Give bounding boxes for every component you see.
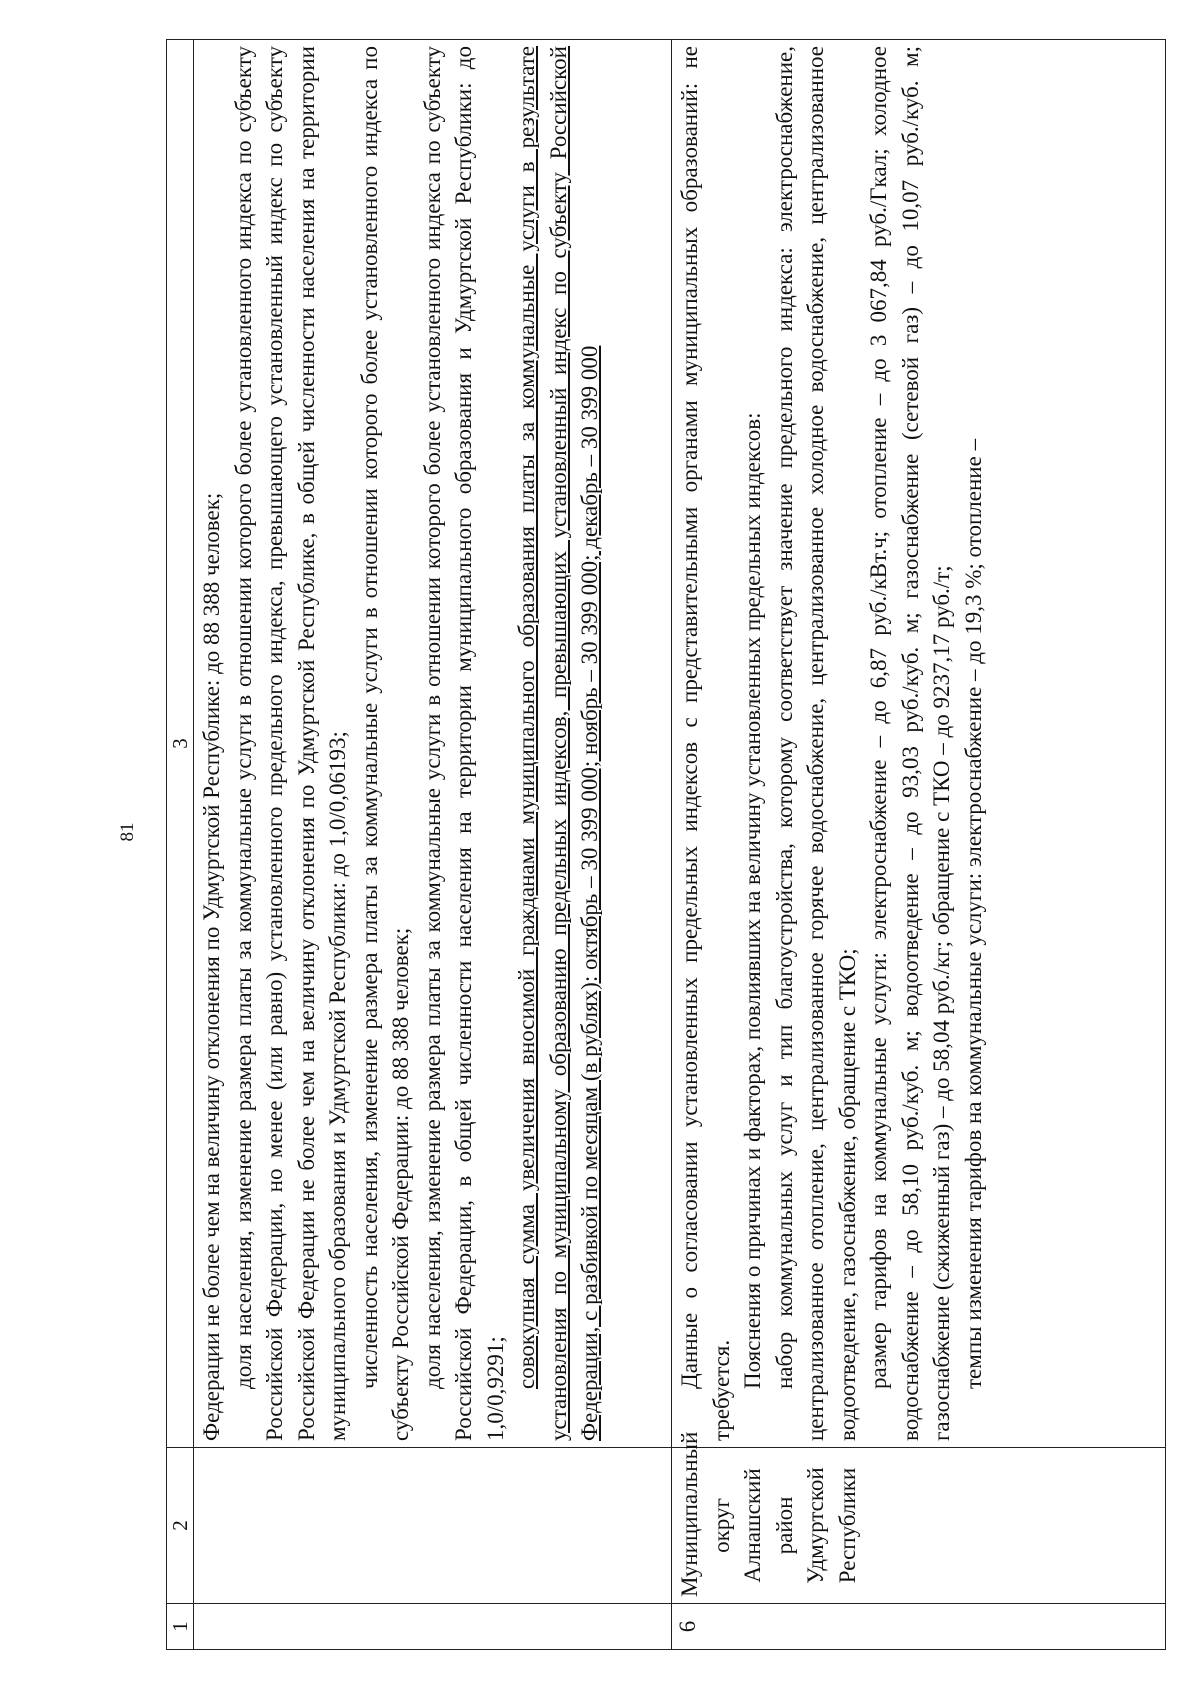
paragraph: Федерации не более чем на величину отклонения по Удмуртской Республике: до 88 388 человек; <box>199 492 224 1441</box>
paragraph: Пояснения о причинах и факторах, повлиявших на величину установленных предельных индексов: <box>740 412 765 1389</box>
row-number: 6 <box>672 1604 1166 1650</box>
paragraph: совокупная сумма увеличения вносимой гражданами муниципального образования платы за коммунальные услуги в результате установления по муниципальному образованию предельных индексов, превышающих установленный индекс по субъекту Российской Федерации, с разбивкой по месяцам (в рублях): октябрь – 30 399 000; ноябрь – 30 399 000; декабрь – 30 399 000 <box>514 46 602 1441</box>
cell-row6-text <box>672 40 1166 1448</box>
table-row-continuation <box>194 40 672 1650</box>
rotated-table-container <box>166 40 1166 1650</box>
paragraph: Данные о согласовании установленных предельных индексов с представительными органами муниципальных образований: не требуется. <box>677 46 734 1441</box>
table-header-row <box>167 40 194 1650</box>
municipal-index-table <box>166 39 1166 1650</box>
column-header-2: 2 <box>167 1448 194 1604</box>
column-header-3: 3 <box>167 40 194 1448</box>
paragraph: доля населения, изменение размера платы за коммунальные услуги в отношении которого более установленного индекса по субъекту Российской Федерации, в общей численности населения на территории муниципального образования и Удмуртской Республики: до 1,0/0,9291; <box>419 46 508 1441</box>
cell-empty-name <box>194 1448 672 1604</box>
paragraph: размер тарифов на коммунальные услуги: электроснабжение – до 6,87 руб./кВт.ч; отопление – до 3 067,84 руб./Гкал; холодное водоснабжение – до 58,10 руб./куб. м; водоотведение – до 93,03 руб./куб. м; газоснабжение (сетевой газ) – до 10,07 руб./куб. м; газоснабжение (сжиженный газ) – до 58,04 руб./кг; обращение с ТКО – до 9237,17 руб./т; <box>866 46 954 1441</box>
page-number: 81 <box>117 822 138 842</box>
cell-empty-num <box>194 1604 672 1650</box>
column-header-1: 1 <box>167 1604 194 1650</box>
table-row-6 <box>672 40 1166 1650</box>
paragraph: доля населения, изменение размера платы за коммунальные услуги в отношении которого более установленного индекса по субъекту Российской Федерации, но менее (или равно) установленного предельного индекса, превышающего установленный индекс по субъекту Российской Федерации не более чем на величину отклонения по Удмуртской Республике, в общей численности населения на территории муниципального образования и Удмуртской Республики: до 1,0/0,06193; <box>230 46 350 1441</box>
paragraph: численность населения, изменение размера платы за коммунальные услуги в отношении которого более установленного индекса по субъекту Российской Федерации: до 88 388 человек; <box>356 46 413 1441</box>
cell-continuation-text <box>194 40 672 1448</box>
paragraph: темпы изменения тарифов на коммунальные услуги: электроснабжение – до 19,3 %; отопление – <box>960 438 986 1389</box>
paragraph: набор коммунальных услуг и тип благоустройства, которому соответствует значение предельного индекса: электроснабжение, централизованное отопление, централизованное горячее водоснабжение, централизованное холодное водоснабжение, централизованное водоотведение, газоснабжение, обращение с ТКО; <box>771 46 860 1441</box>
municipality-name: Муниципальный округ Алнашский район Удмуртской Республики <box>672 1448 1166 1604</box>
